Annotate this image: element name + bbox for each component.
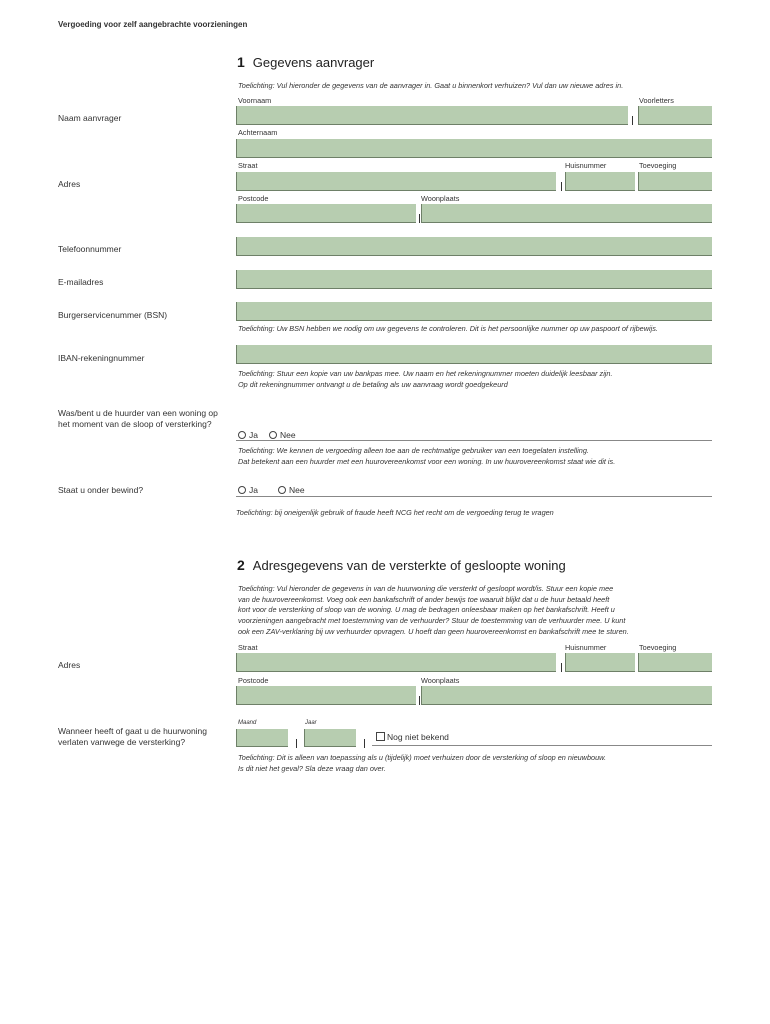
woning-postcode-label: Postcode	[238, 676, 269, 685]
nog-niet-bekend-option[interactable]	[376, 732, 449, 742]
huisnummer-field[interactable]	[565, 172, 635, 191]
woning-postcode-field[interactable]	[236, 686, 416, 705]
verlaten-question: Wanneer heeft of gaat u de huurwoning verlaten vanwege de versterking?	[58, 726, 208, 747]
jaar-field[interactable]	[304, 729, 356, 747]
bewind-nee-option[interactable]	[278, 485, 305, 495]
section-1-number: 1	[237, 54, 245, 70]
email-field[interactable]	[236, 270, 712, 289]
radio-icon[interactable]	[278, 486, 286, 494]
radio-icon[interactable]	[269, 431, 277, 439]
maand-label: Maand	[238, 720, 257, 726]
bsn-note: Toelichting: Uw BSN hebben we nodig om uw gegevens te controleren. Dit is het persoonlijke nummer op uw paspoort of rijbewijs.	[238, 324, 658, 333]
section-2-title: Adresgegevens van de versterkte of gesloopte woning	[252, 558, 566, 573]
nee-label: Nee	[280, 430, 296, 440]
jaar-label: Jaar	[305, 720, 317, 726]
naam-aanvrager-label: Naam aanvrager	[58, 113, 122, 123]
field-separator	[419, 214, 420, 223]
document-title: Vergoeding voor zelf aangebrachte voorzieningen	[58, 20, 248, 29]
woning-huisnummer-label: Huisnummer	[565, 643, 607, 652]
verlaten-note-2: Is dit niet het geval? Sla deze vraag dan over.	[238, 764, 386, 773]
toevoeging-label: Toevoeging	[639, 161, 677, 170]
iban-label: IBAN-rekeningnummer	[58, 353, 145, 363]
telefoonnummer-field[interactable]	[236, 237, 712, 256]
huurder-note-1: Toelichting: We kennen de vergoeding alleen toe aan de rechtmatige gebruiker van een toegelaten instelling.	[238, 446, 589, 455]
field-separator	[296, 739, 297, 748]
section-2-heading	[237, 557, 566, 573]
section-2-intro-1: Toelichting: Vul hieronder de gegevens in van de huurwoning die versterkt of gesloopt wordt/is. Stuur een kopie mee	[238, 584, 614, 593]
woning-woonplaats-label: Woonplaats	[421, 676, 460, 685]
bewind-question: Staat u onder bewind?	[58, 485, 144, 495]
field-separator	[364, 739, 365, 748]
woonplaats-label: Woonplaats	[421, 194, 460, 203]
iban-note-1: Toelichting: Stuur een kopie van uw bankpas mee. Uw naam en het rekeningnummer moeten duidelijk leesbaar zijn.	[238, 369, 613, 378]
huurder-question: Was/bent u de huurder van een woning op het moment van de sloop of versterking?	[58, 408, 218, 429]
huurder-nee-option[interactable]	[269, 430, 296, 440]
straat-label: Straat	[238, 161, 258, 170]
bewind-note: Toelichting: bij oneigenlijk gebruik of fraude heeft NCG het recht om de vergoeding terug te vragen	[236, 508, 554, 517]
woning-adres-label: Adres	[58, 660, 81, 670]
email-label: E-mailadres	[58, 277, 104, 287]
divider	[236, 440, 712, 441]
maand-field[interactable]	[236, 729, 288, 747]
adres-label: Adres	[58, 179, 81, 189]
bewind-ja-option[interactable]	[238, 485, 258, 495]
section-2-intro-4: voorzieningen aangebracht met toestemming van de verhuurder? Stuur de toestemming van de verhuurder mee. U kunt	[238, 616, 626, 625]
section-1-title: Gegevens aanvrager	[252, 55, 375, 70]
voornaam-field[interactable]	[236, 106, 628, 125]
woning-woonplaats-field[interactable]	[421, 686, 712, 705]
bsn-field[interactable]	[236, 302, 712, 321]
checkbox-icon[interactable]	[376, 732, 385, 741]
section-2-intro-5: ook een ZAV-verklaring bij uw verhuurder opvragen. U hoeft dan geen huurovereenkomst en bankafschrift mee te sturen.	[238, 627, 629, 636]
woning-toevoeging-field[interactable]	[638, 653, 712, 672]
iban-field[interactable]	[236, 345, 712, 364]
divider	[236, 496, 712, 497]
section-2-intro-2: van de huurovereenkomst. Voeg ook een bankafschrift of ander bewijs toe waaruit blijkt dat u de huur betaald heeft	[238, 595, 610, 604]
woning-straat-field[interactable]	[236, 653, 556, 672]
telefoonnummer-label: Telefoonnummer	[58, 244, 122, 254]
voorletters-field[interactable]	[638, 106, 712, 125]
toevoeging-field[interactable]	[638, 172, 712, 191]
bsn-label: Burgerservicenummer (BSN)	[58, 310, 168, 320]
divider	[372, 745, 712, 746]
woning-straat-label: Straat	[238, 643, 258, 652]
voorletters-label: Voorletters	[639, 96, 674, 105]
huurder-ja-option[interactable]	[238, 430, 258, 440]
nee-label: Nee	[289, 485, 305, 495]
ja-label: Ja	[249, 485, 258, 495]
postcode-field[interactable]	[236, 204, 416, 223]
postcode-label: Postcode	[238, 194, 269, 203]
nog-niet-bekend-label: Nog niet bekend	[387, 732, 449, 742]
radio-icon[interactable]	[238, 486, 246, 494]
woning-toevoeging-label: Toevoeging	[639, 643, 677, 652]
radio-icon[interactable]	[238, 431, 246, 439]
voornaam-label: Voornaam	[238, 96, 272, 105]
huurder-note-2: Dat betekent aan een huurder met een huurovereenkomst voor een woning. In uw huurovereenkomst staat wie dit is.	[238, 457, 616, 466]
field-separator	[419, 696, 420, 705]
verlaten-note-1: Toelichting: Dit is alleen van toepassing als u (tijdelijk) moet verhuizen door de versterking of sloop en nieuwbouw.	[238, 753, 607, 762]
achternaam-label: Achternaam	[238, 128, 278, 137]
section-1-heading	[237, 54, 374, 70]
section-2-number: 2	[237, 557, 245, 573]
straat-field[interactable]	[236, 172, 556, 191]
woonplaats-field[interactable]	[421, 204, 712, 223]
iban-note-2: Op dit rekeningnummer ontvangt u de betaling als uw aanvraag wordt goedgekeurd	[238, 380, 508, 389]
huisnummer-label: Huisnummer	[565, 161, 607, 170]
field-separator	[561, 663, 562, 672]
section-2-intro-3: kort voor de versterking of sloop van de woning. U mag de bedragen onleesbaar maken op het bankafschrift. Heeft u	[238, 605, 615, 614]
ja-label: Ja	[249, 430, 258, 440]
achternaam-field[interactable]	[236, 139, 712, 158]
field-separator	[632, 116, 633, 125]
section-1-intro: Toelichting: Vul hieronder de gegevens van de aanvrager in. Gaat u binnenkort verhuizen? Vul dan uw nieuwe adres in.	[238, 81, 624, 90]
woning-huisnummer-field[interactable]	[565, 653, 635, 672]
field-separator	[561, 182, 562, 191]
